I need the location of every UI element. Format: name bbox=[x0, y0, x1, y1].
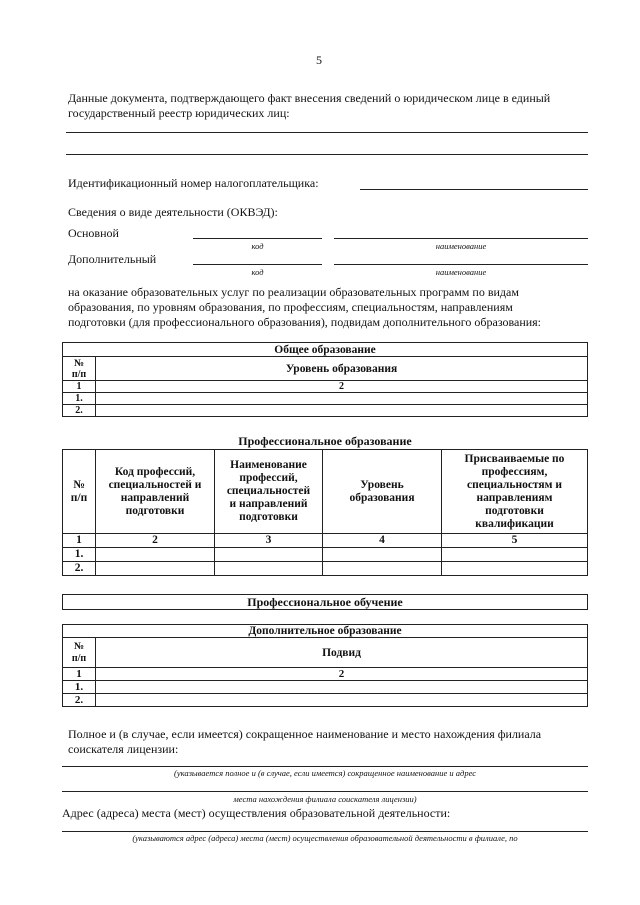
table-row[interactable] bbox=[63, 405, 588, 417]
professional-level-header: Уровень образования bbox=[323, 450, 442, 534]
professional-index-4: 4 bbox=[323, 534, 442, 548]
table-cell[interactable] bbox=[323, 562, 442, 576]
okved-main-label: Основной bbox=[68, 226, 119, 240]
inn-fill-line[interactable] bbox=[360, 189, 588, 190]
okved-main-name-line[interactable] bbox=[334, 238, 588, 239]
additional-num-header: № п/п bbox=[63, 638, 96, 668]
branch-text-line1: Полное и (в случае, если имеется) сокращенное наименование и место нахождения филиала bbox=[68, 727, 542, 741]
additional-subtype-header: Подвид bbox=[96, 638, 588, 668]
okved-main-code-caption: код bbox=[251, 241, 264, 251]
branch-fill-line-2[interactable] bbox=[62, 791, 588, 792]
address-label: Адрес (адреса) места (мест) осуществления образовательной деятельности: bbox=[62, 806, 451, 820]
row-number: 2. bbox=[63, 405, 96, 417]
professional-index-2: 2 bbox=[96, 534, 215, 548]
address-fill-line[interactable] bbox=[62, 831, 588, 832]
general-level-header: Уровень образования bbox=[96, 357, 588, 381]
table-cell[interactable] bbox=[442, 548, 588, 562]
table-row[interactable] bbox=[63, 548, 588, 562]
row-number: 1. bbox=[63, 393, 96, 405]
professional-training-title: Профессиональное обучение bbox=[247, 595, 403, 609]
registry-text-line1: Данные документа, подтверждающего факт внесения сведений о юридическом лице в единый bbox=[68, 91, 551, 105]
professional-education-table bbox=[62, 449, 588, 576]
table-cell[interactable] bbox=[215, 562, 323, 576]
professional-code-header: Код профессий, специальностей и направлений подготовки bbox=[96, 450, 215, 534]
services-text-line2: образования, по уровням образования, по профессиям, специальностям, направлениям bbox=[68, 300, 513, 314]
row-number: 1. bbox=[63, 681, 96, 694]
okved-additional-name-caption: наименование bbox=[435, 267, 487, 277]
table-cell[interactable] bbox=[323, 548, 442, 562]
row-number: 2. bbox=[63, 694, 96, 707]
table-row[interactable] bbox=[63, 393, 588, 405]
additional-index-2: 2 bbox=[96, 668, 588, 681]
professional-name-header: Наименование профессий, специальностей и направлений подготовки bbox=[215, 450, 323, 534]
okved-title: Сведения о виде деятельности (ОКВЭД): bbox=[68, 205, 278, 219]
additional-index-1: 1 bbox=[63, 668, 96, 681]
professional-education-title: Профессиональное образование bbox=[238, 434, 412, 448]
okved-additional-code-line[interactable] bbox=[193, 264, 322, 265]
general-education-title: Общее образование bbox=[63, 343, 588, 357]
okved-additional-code-caption: код bbox=[251, 267, 264, 277]
additional-education-title: Дополнительное образование bbox=[63, 625, 588, 638]
table-cell[interactable] bbox=[96, 562, 215, 576]
okved-main-code-line[interactable] bbox=[193, 238, 322, 239]
services-text-line3: подготовки (для профессионального образования), подвидам дополнительного образования: bbox=[68, 315, 542, 329]
table-cell[interactable] bbox=[96, 393, 588, 405]
professional-training-box bbox=[62, 594, 588, 610]
table-row[interactable] bbox=[63, 694, 588, 707]
okved-additional-label: Дополнительный bbox=[68, 252, 157, 266]
general-num-header: № п/п bbox=[63, 357, 96, 381]
table-cell[interactable] bbox=[215, 548, 323, 562]
branch-fill-line-1[interactable] bbox=[62, 766, 588, 767]
table-row[interactable] bbox=[63, 562, 588, 576]
address-caption: (указываются адрес (адреса) места (мест) осуществления образовательной деятельности в филиале, по bbox=[132, 833, 518, 843]
general-index-1: 1 bbox=[63, 381, 96, 393]
general-index-2: 2 bbox=[96, 381, 588, 393]
table-cell[interactable] bbox=[96, 405, 588, 417]
professional-index-1: 1 bbox=[63, 534, 96, 548]
registry-text-line2: государственный реестр юридических лиц: bbox=[68, 106, 290, 120]
table-row[interactable] bbox=[63, 681, 588, 694]
branch-caption-2: места нахождения филиала соискателя лицензии) bbox=[233, 794, 417, 804]
professional-num-header: № п/п bbox=[63, 450, 96, 534]
additional-education-table bbox=[62, 624, 588, 707]
table-cell[interactable] bbox=[96, 548, 215, 562]
professional-qualification-header: Присваиваемые по профессиям, специальностям и направлениям подготовки квалификации bbox=[442, 450, 588, 534]
services-text-line1: на оказание образовательных услуг по реализации образовательных программ по видам bbox=[68, 285, 519, 299]
registry-fill-line-1[interactable] bbox=[66, 132, 588, 133]
row-number: 1. bbox=[63, 548, 96, 562]
inn-label: Идентификационный номер налогоплательщика: bbox=[68, 176, 319, 190]
general-education-table bbox=[62, 342, 588, 417]
table-cell[interactable] bbox=[442, 562, 588, 576]
branch-text-line2: соискателя лицензии: bbox=[68, 742, 179, 756]
okved-main-name-caption: наименование bbox=[435, 241, 487, 251]
professional-index-5: 5 bbox=[442, 534, 588, 548]
branch-caption-1: (указывается полное и (в случае, если имеется) сокращенное наименование и адрес bbox=[173, 768, 476, 778]
row-number: 2. bbox=[63, 562, 96, 576]
page-number: 5 bbox=[316, 53, 322, 67]
registry-fill-line-2[interactable] bbox=[66, 154, 588, 155]
table-cell[interactable] bbox=[96, 694, 588, 707]
okved-additional-name-line[interactable] bbox=[334, 264, 588, 265]
table-cell[interactable] bbox=[96, 681, 588, 694]
professional-index-3: 3 bbox=[215, 534, 323, 548]
